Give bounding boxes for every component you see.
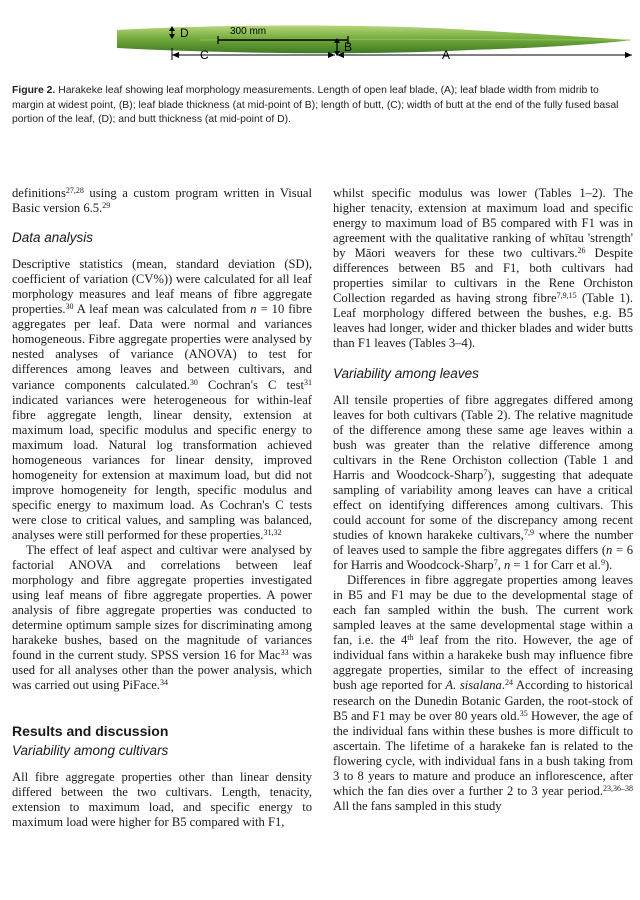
heading-data-analysis: Data analysis bbox=[12, 230, 94, 246]
paragraph-cultivars: All fibre aggregate properties other than linear density differed between the two cultivars. Length, tenacity, extension to maximum load, and specific energy to maximum load were higher for B5 compared with F1, bbox=[12, 769, 312, 829]
right-column bbox=[333, 186, 633, 814]
scale-label: 300 mm bbox=[230, 26, 267, 37]
figure-2 bbox=[0, 0, 640, 175]
label-c: C bbox=[200, 48, 209, 62]
figure-caption bbox=[12, 84, 624, 128]
leaf-illustration bbox=[0, 0, 640, 82]
left-column bbox=[12, 186, 312, 830]
paragraph-data-analysis: Descriptive statistics (mean, standard deviation (SD), coefficient of variation (CV%)) were calculated for all leaf morphology measures and leaf means of fibre aggregate properties.$^{30}$ A leaf mean was calculated from n = 10 fibre aggregates per leaf. Data were normal and variances homogeneous. Fibre aggregate properties were analysed by nested analyses of variance (ANOVA) to test for differences among leaves and between cultivars, and variance components calculated.$^{30}$ Cochran's C test$^{31}$ indicated variances were heterogeneous for within-leaf fibre aggregate length, linear density, extension at maximum load, specific modulus and specific energy to maximum load. Natural log transformation achieved homogeneous variances for linear density, improved homogeneity for extension at maximum load, but did not improve homogeneity for length, specific modulus and specific energy to maximum load. As Cochran's C tests were close to critical values, and sampling was balanced, analyses were still performed for these properties.$^{31,32}$ bbox=[12, 257, 312, 542]
paragraph-fans: Differences in fibre aggregate properties among leaves in B5 and F1 may be due to the developmental stage of each fan sampled within the bush. The current work sampled leaves at the same developmental stage within a fan, i.e. the 4th leaf from the rito. However, the age of individual fans within a harakeke bush may influence fibre aggregate properties, similar to the effect of increasing bush age reported for A. sisalana.$^{24}$ According to historical research on the Dunedin Botanic Garden, the root-stock of B5 and F1 may be over 80 years old.$^{35}$ However, the age of the individual fans within these bushes is more difficult to ascertain. The lifetime of a harakeke fan is related to the flowering cycle, with individual fans in a bush taking from 3 to 8 years to mature and produce an inflorescence, after which the fan dies over a further 2 to 3 year period.$^{23,36-38}$ All the fans sampled in this study bbox=[333, 573, 633, 813]
caption-text: Harakeke leaf showing leaf morphology measurements. Length of open leaf blade, (A); leaf blade width from midrib to margin at widest point, (B); leaf blade thickness (at mid-point of B); length of butt, (C); width of butt at the end of the fully fused basal portion of the leaf, (D); and butt thickness (at mid-point of D). bbox=[12, 85, 619, 125]
paragraph-leaves: All tensile properties of fibre aggregates differed among leaves for both cultivars (Table 2). The relative magnitude of the difference among these same age leaves within a bush was greater than the relative difference among cultivars in the Rene Orchiston collection (Table 1 and Harris and Woodcock-Sharp$^7$), suggesting that adequate sampling of variability among leaves can have a critical effect on identifying differences among cultivars. This could account for some of the discrepancy among recent studies of known harakeke cultivars,$^{7,9}$ where the number of leaves used to sample the fibre aggregates differs (n = 6 for Harris and Woodcock-Sharp$^7$, n = 1 for Carr et al.$^9$). bbox=[333, 392, 634, 573]
label-b: B bbox=[344, 40, 353, 54]
heading-results: Results and discussion bbox=[12, 722, 169, 739]
paragraph-modulus: whilst specific modulus was lower (Tables 1–2). The higher tenacity, extension at maximum load and specific energy to maximum load of B5 compared with F1 was in agreement with the qualitative ranking of whītau 'strength' by Māori weavers for these two cultivars.$^{26}$ Despite differences between B5 and F1, both cultivars had properties similar to cultivars in the Rene Orchiston Collection regarded as having strong fibre$^{7,9,15}$ (Table 1). Leaf morphology differed between the bushes, e.g. B5 leaves had longer, wider and thicker blades and wider butts than F1 leaves (Tables 3–4). bbox=[333, 186, 634, 351]
heading-variability-leaves: Variability among leaves bbox=[333, 365, 479, 381]
caption-label: Figure 2. bbox=[12, 85, 56, 96]
paragraph-definitions: definitions$^{27,28}$ using a custom program written in Visual Basic version 6.5.29 bbox=[12, 186, 312, 216]
label-a: A bbox=[442, 48, 451, 62]
heading-variability-cultivars: Variability among cultivars bbox=[12, 742, 169, 758]
paragraph-anova: The effect of leaf aspect and cultivar were analysed by factorial ANOVA and correlations between leaf morphology and fibre aggregate properties investigated using leaf means of fibre aggregate properties. A power analysis of fibre aggregate properties was conducted to determine optimum sample sizes for discriminating among harakeke bushes, based on the magnitude of variances found in the current study. SPSS version 16 for Mac$^{33}$ was used for all analyses other than the power analysis, which was carried out using PiFace.$^{34}$ bbox=[12, 543, 312, 693]
label-d: D bbox=[180, 26, 189, 40]
